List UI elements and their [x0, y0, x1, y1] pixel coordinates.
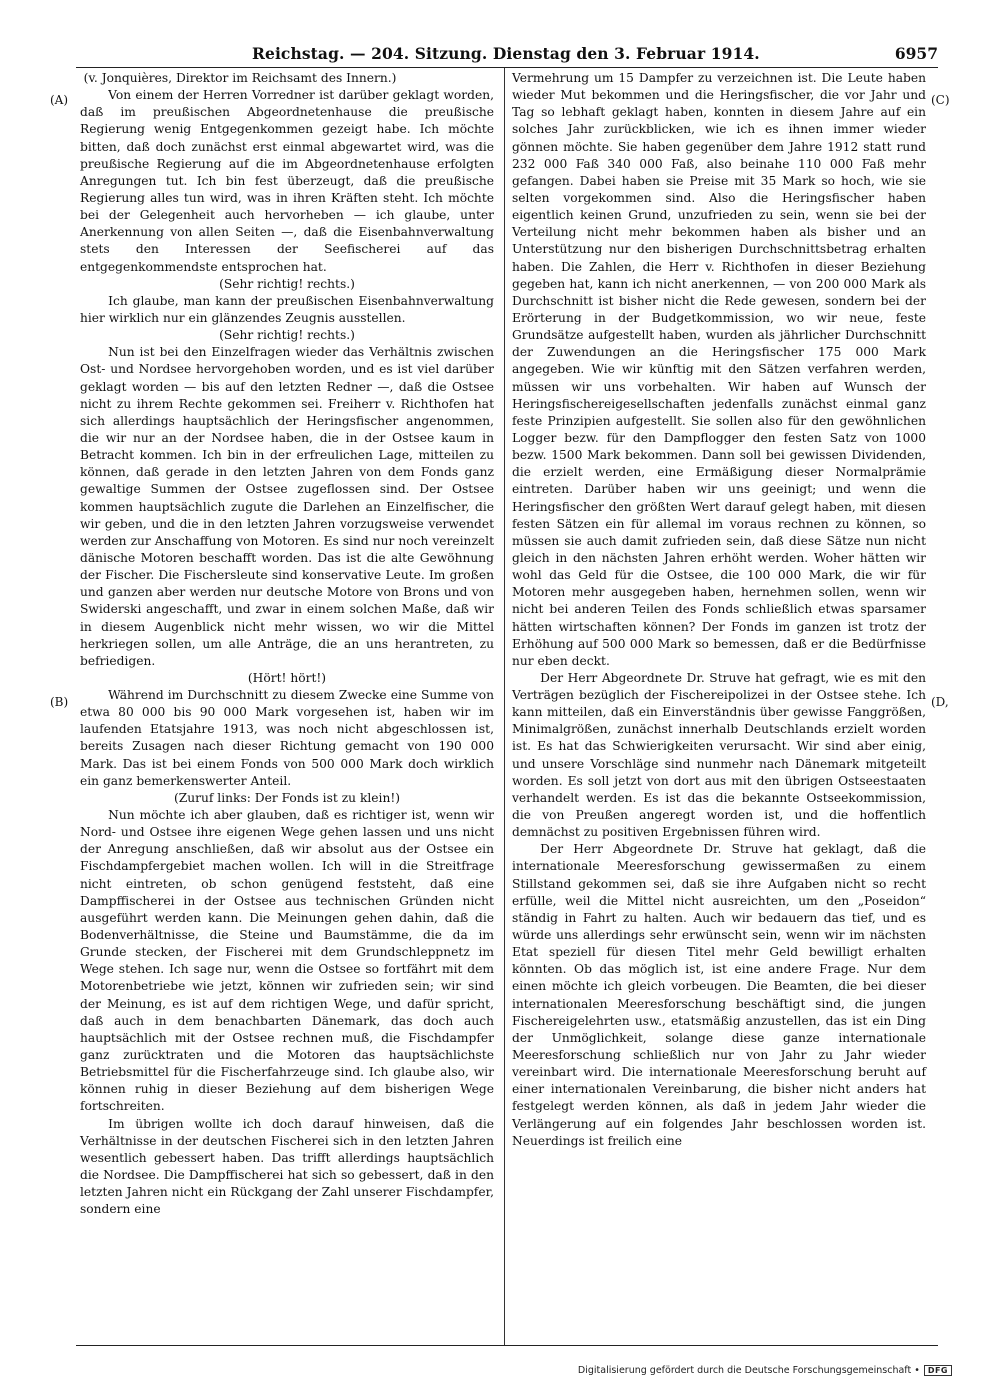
margin-mark-a: (A) — [50, 93, 69, 107]
paragraph: Ich glaube, man kann der preußischen Eisenbahnverwaltung hier wirklich nur ein glänzendes Zeugnis ausstellen. — [80, 293, 494, 325]
paragraph: Nun möchte ich aber glauben, daß es richtiger ist, wenn wir Nord- und Ostsee ihre eigenen Wege gehen lassen und uns nicht der Anregung anschließen, daß wir absolut aus der Ostsee ein Fischdampfergebiet machen wollen. Ich will in die Streitfrage nicht eintreten, ob schon genügend feststeht, daß eine Dampffischerei in der Ostsee aus technischen Gründen nicht ausgeführt werden kann. Die Meinungen gehen dahin, daß die Bodenverhältnisse, die Steine und Baumstämme, die da im Grunde stecken, der Fischerei mit dem Grundschleppnetz im Wege stehen. Ich sage nur, wenn die Ostsee so fortfährt mit dem Motorenbetriebe wie jetzt, können wir zufrieden sein; wir sind der Meinung, es ist auf dem richtigen Wege, und dafür spricht, daß auch in dem benachbarten Dänemark, das doch auch hauptsächlich mit der Ostsee rechnen muß, die Fischdampfer ganz zurücktraten und die Motoren das hauptsächlichste Betriebsmittel für die Fischerfahrzeuge sind. Ich glaube also, wir können ruhig in dieser Beziehung auf dem bisherigen Wege fortschreiten. — [80, 808, 494, 1114]
dfg-logo: DFG — [924, 1365, 952, 1376]
paragraph: Von einem der Herren Vorredner ist darüber geklagt worden, daß im preußischen Abgeordnetenhause die preußische Regierung wenig Entgegenkommen gezeigt habe. Ich möchte bitten, daß doch zunächst erst einmal abgewartet wird, was die preußische Regierung auf die im Abgeordnetenhause erfolgten Anregungen tut. Ich bin fest überzeugt, daß die preußische Regierung alles tun wird, was in ihren Kräften steht. Ich möchte bei der Gelegenheit auch hervorheben — ich glaube, unter Anerkennung von allen Seiten —, daß die Eisenbahnverwaltung stets den Interessen der Seefischerei auf das entgegenkommendste entsprochen hat. — [80, 88, 494, 274]
paragraph: Nun ist bei den Einzelfragen wieder das Verhältnis zwischen Ost- und Nordsee hervorgehoben worden, und es ist viel darüber geklagt worden — bis auf den letzten Redner —, daß die Ostsee nicht zu ihrem Rechte gekommen sei. Freiherr v. Richthofen hat sich allerdings hauptsächlich der Heringsfischer angenommen, die wir nur an der Nordsee haben, die in der Ostsee kaum in Betracht kommen. Ich bin in der erfreulichen Lage, mitteilen zu können, daß gerade in den letzten Jahren von dem Fonds ganz gewaltige Summen der Ostsee zugeflossen sind. Der Ostsee kommen hauptsächlich zugute die Darlehen an Einzelfischer, die wir geben, und die in den letzten Jahren vorzugsweise verwendet werden zur Anschaffung von Motoren. Es sind nur noch vereinzelt dänische Motoren beschafft worden. Das ist die alte Gewöhnung der Fischer. Die Fischersleute sind konservative Leute. Im großen und ganzen aber werden nur deutsche Motore von Brons und von Swiderski angeschafft, und zwar in einem solchen Maße, daß wir in diesem Augenblick nicht mehr wissen, wo wir die Mittel herkriegen sollen, um alle Anträge, die an uns herantreten, zu befriedigen. — [80, 345, 494, 668]
paragraph: Im übrigen wollte ich doch darauf hinweisen, daß die Verhältnisse in der deutschen Fischerei sich in den letzten Jahren wesentlich gebessert haben. Das trifft allerdings hauptsächlich die Nordsee. Die Dampffischerei hat sich so gebessert, daß in den letzten Jahren nicht ein Rückgang der Zahl unserer Fischdampfer, sondern eine — [80, 1116, 494, 1217]
speaker-attribution: (v. Jonquières, Direktor im Reichsamt des Innern.) — [83, 71, 397, 85]
paragraph: Vermehrung um 15 Dampfer zu verzeichnen ist. Die Leute haben wieder Mut bekommen und die Heringsfischer, die vor Jahr und Tag so lebhaft geklagt haben, konnten in diesem Jahre auf ein solches Jahr zurückblicken, wie ich es ihnen immer wieder gönnen möchte. Sie haben gegenüber dem Jahre 1912 statt rund 232 000 Faß 340 000 Faß, also beinahe 110 000 Faß mehr gefangen. Dabei haben sie Preise mit 35 Mark so hoch, wie sie selten vorgekommen sind. Also die Heringsfischer haben eigentlich keinen Grund, unzufrieden zu sein, wenn sie bei der Verteilung nicht mehr bekommen haben als bisher und an Unterstützung nur den bisherigen Durchschnittsbetrag erhalten haben. Die Zahlen, die Herr v. Richthofen in dieser Beziehung gegeben hat, kann ich nicht anerkennen, — von 200 000 Mark als Durchschnitt ist bisher nicht die Rede gewesen, sondern bei der Erörterung in der Budgetkommission, wo wir neue, feste Grundsätze aufgestellt haben, wurden als jährlicher Durchschnitt der Zuwendungen an die Heringsfischer 175 000 Mark angegeben. Wie wir künftig mit den Sätzen verfahren werden, müssen wir uns vorbehalten. Wir haben auf Wunsch der Heringsfischereigesellschaften jedenfalls zunächst einmal ganz feste Prinzipien aufgestellt. Sie sollen also für den gewöhnlichen Logger bezw. für den Dampflogger den festen Satz von 1000 bezw. 1500 Mark bekommen. Dann soll bei gewissen Dividenden, die erzielt werden, eine Ermäßigung dieser Normalprämie eintreten. Darüber haben wir uns geeinigt; und wenn die Heringsfischer den größten Wert darauf gelegt haben, mit diesen festen Sätzen ein für allemal im voraus rechnen zu können, so müssen sie auch damit zufrieden sein, daß diese Sätze nun nicht gleich in den nächsten Jahren erhöht werden. Woher hätten wir wohl das Geld für die Ostsee, die 100 000 Mark, die wir für Motoren mehr ausgegeben haben, hernehmen sollen, wenn wir nicht bei anderen Teilen des Fonds schließlich etwas sparsamer hätten wirtschaften können? Der Fonds im ganzen ist trotz der Erhöhung auf 500 000 Mark so bemessen, daß er die Bedürfnisse nur eben deckt. — [512, 71, 926, 668]
interjection: (Zuruf links: Der Fonds ist zu klein!) — [173, 790, 401, 805]
interjection: (Hört! hört!) — [247, 670, 327, 685]
interjection: (Sehr richtig! rechts.) — [219, 276, 355, 291]
footer-rule — [76, 1345, 938, 1346]
footer-credit: Digitalisierung gefördert durch die Deutsche Forschungsgemeinschaft • — [577, 1365, 920, 1376]
margin-mark-b: (B) — [50, 695, 69, 709]
right-column — [512, 70, 926, 1150]
left-column — [80, 70, 494, 1218]
margin-mark-c: (C) — [931, 93, 950, 107]
interjection: (Sehr richtig! rechts.) — [219, 328, 355, 343]
margin-mark-d: (D, — [931, 695, 949, 709]
header-rule — [76, 67, 938, 68]
paragraph: Während im Durchschnitt zu diesem Zwecke eine Summe von etwa 80 000 bis 90 000 Mark vorgesehen ist, haben wir im laufenden Etatsjahre 1913, was noch nicht abgeschlossen ist, bereits Zusagen nach dieser Richtung gemacht von 190 000 Mark. Das ist bei einem Fonds von 500 000 Mark doch wirklich ein ganz bemerkenswerter Anteil. — [80, 688, 494, 788]
paragraph: Der Herr Abgeordnete Dr. Struve hat gefragt, wie es mit den Verträgen bezüglich der Fischereipolizei in der Ostsee stehe. Ich kann mitteilen, daß ein Einverständnis über gewisse Fanggrößen, Minimalgrößen, zunächst innerhalb Deutschlands erzielt worden ist. Es hat das Schwierigkeiten verursacht. Wir sind aber einig, und unsere Vorschläge sind nunmehr nach Dänemark mitgeteilt worden. Es soll jetzt von dort aus mit den übrigen Ostseestaaten verhandelt werden. Es ist das die bekannte Ostseekommission, die von Preußen angeregt worden ist, und die hoffentlich demnächst zu positiven Ergebnissen führen wird. — [512, 670, 926, 840]
footer — [578, 1365, 952, 1376]
running-title: Reichstag. — 204. Sitzung. Dienstag den 3. Februar 1914. — [252, 44, 760, 63]
paragraph: Der Herr Abgeordnete Dr. Struve hat geklagt, daß die internationale Meeresforschung gewissermaßen zu einem Stillstand gekommen sei, daß sie ihre Aufgaben nicht so recht erfülle, weil die Mittel nicht ausreichten, um den „Poseidon“ ständig in Fahrt zu halten. Auch wir bedauern das tief, und es würde uns allerdings sehr erwünscht sein, wenn wir im nächsten Etat speziell für diesen Titel mehr Geld bewilligt erhalten könnten. Ob das möglich ist, ist eine andere Frage. Nur dem einen möchte ich gleich vorbeugen. Die Beamten, die bei dieser internationalen Meeresforschung beschäftigt sind, die jungen Fischereigelehrten usw., etatsmäßig anzustellen, das ist ein Ding der Unmöglichkeit, solange diese ganze internationale Meeresforschung schließlich nur von Jahr zu Jahr wieder vereinbart wird. Die internationale Meeresforschung beruht auf einer internationalen Vereinbarung, die bisher nicht anders hat festgelegt werden können, als daß in jedem Jahr wieder die Verlängerung auf ein folgendes Jahr beschlossen worden ist. Neuerdings ist freilich eine — [512, 842, 926, 1148]
column-divider — [504, 68, 505, 1345]
page-header — [70, 44, 938, 66]
page-number: 6957 — [894, 44, 938, 63]
